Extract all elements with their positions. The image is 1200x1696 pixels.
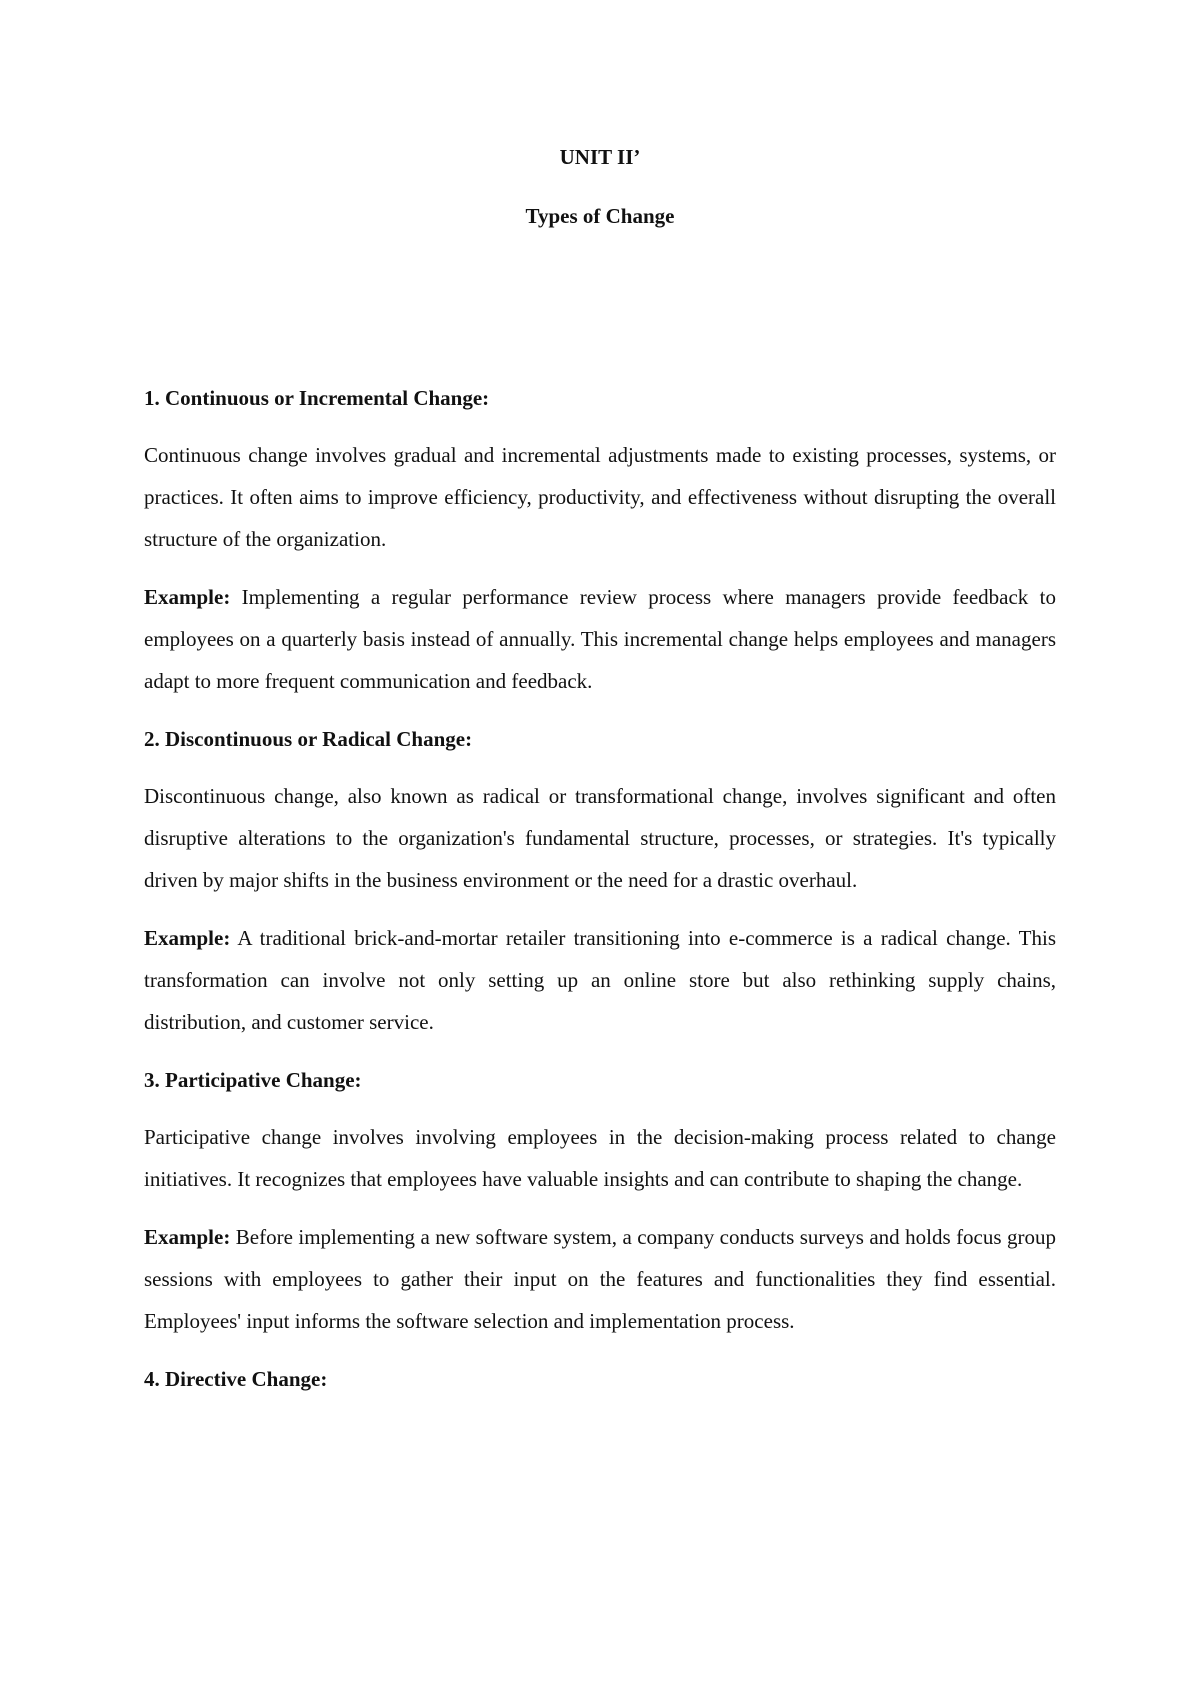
example-label: Example: xyxy=(144,585,231,609)
example-text: Before implementing a new software system, a company conducts surveys and holds focus group sessions with employees to gather their input on the features and functionalities they find essential. Employees' input informs the software selection and implementation process. xyxy=(144,1225,1056,1333)
section-continuous-change xyxy=(144,377,1056,702)
section-heading: 1. Continuous or Incremental Change: xyxy=(144,386,490,410)
document-body xyxy=(144,377,1056,1415)
section-heading: 3. Participative Change: xyxy=(144,1068,362,1092)
example-paragraph xyxy=(144,576,1056,702)
section-participative-change xyxy=(144,1059,1056,1342)
section-discontinuous-change xyxy=(144,718,1056,1043)
page-title: Types of Change xyxy=(525,204,675,228)
example-paragraph xyxy=(144,1216,1056,1342)
example-text: A traditional brick-and-mortar retailer transitioning into e-commerce is a radical change. This transformation can involve not only setting up an online store but also rethinking supply chains, distribution, and customer service. xyxy=(144,926,1056,1034)
section-paragraph: Continuous change involves gradual and incremental adjustments made to existing processes, systems, or practices. It often aims to improve efficiency, productivity, and effectiveness without disrupting the overall structure of the organization. xyxy=(144,443,1056,551)
section-directive-change xyxy=(144,1358,1056,1400)
example-label: Example: xyxy=(144,1225,231,1249)
example-text: Implementing a regular performance review process where managers provide feedback to employees on a quarterly basis instead of annually. This incremental change helps employees and managers adapt to more frequent communication and feedback. xyxy=(144,585,1056,693)
example-label: Example: xyxy=(144,926,231,950)
example-paragraph xyxy=(144,917,1056,1043)
unit-heading: UNIT II’ xyxy=(559,145,641,169)
section-paragraph: Discontinuous change, also known as radical or transformational change, involves significant and often disruptive alterations to the organization's fundamental structure, processes, or strategies. It's typically driven by major shifts in the business environment or the need for a drastic overhaul. xyxy=(144,784,1056,892)
section-heading: 2. Discontinuous or Radical Change: xyxy=(144,727,473,751)
section-heading: 4. Directive Change: xyxy=(144,1367,328,1391)
section-paragraph: Participative change involves involving employees in the decision-making process related to change initiatives. It recognizes that employees have valuable insights and can contribute to shaping the change. xyxy=(144,1125,1056,1191)
